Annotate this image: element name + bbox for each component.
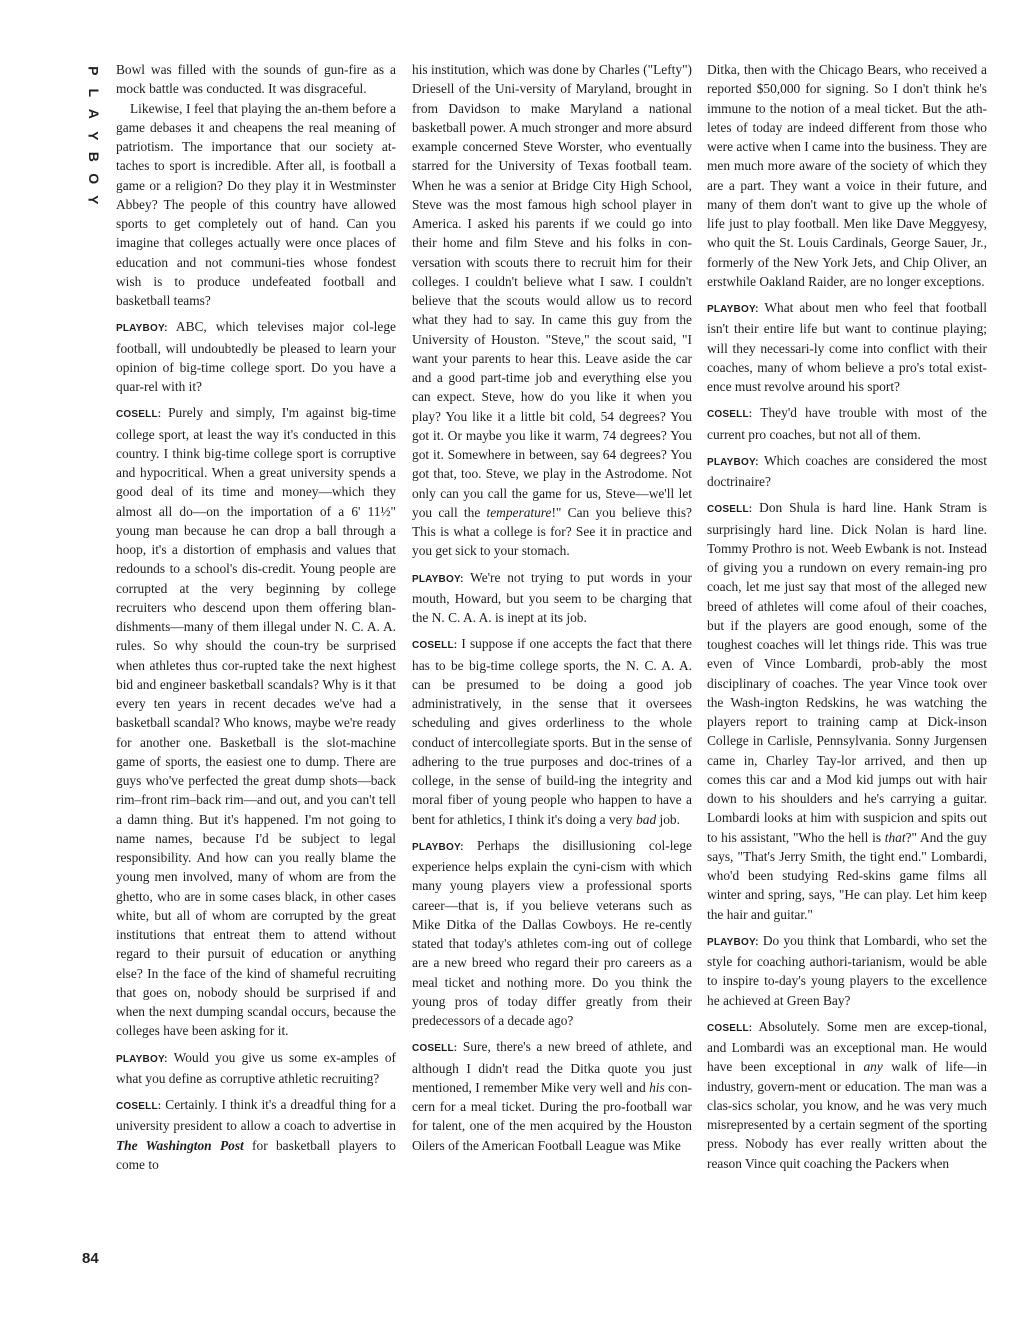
paragraph-text: Likewise, I feel that playing the an-them before a game debases it and cheapens the real meaning of patriotism. The importance that our society at-taches to sport is incredible. After all, is football a game or a religion? Do they play it in Westminster Abbey? The people of this country have allowed sports to get completely out of hand. Can you imagine that colleges actually were once places of education and not communi-ties whose fondest wish is to produce undefeated football and basketball teams?: [116, 100, 396, 308]
paragraph-text: We're not trying to put words in your mouth, Howard, but you seem to be charging that the N. C. A. A. is inept at its job.: [412, 569, 692, 625]
text-column-2: [412, 60, 692, 1272]
speaker-label: PLAYBOY:: [412, 573, 464, 585]
speaker-label: PLAYBOY:: [116, 1053, 168, 1065]
paragraph-text: Certainly. I think it's a dreadful thing for a university president to allow a coach to advertise in: [116, 1097, 396, 1134]
emphasis-text: bad: [636, 811, 657, 827]
paragraph-text: ?" And the guy says, "That's Jerry Smith, the tight end." Lombardi, who'd been studying Red-skins game films all winter and spring, says, "He can play. Let him keep the hair and guitar.": [707, 829, 987, 922]
paragraph-text: Which coaches are considered the most doctrinaire?: [707, 452, 987, 489]
running-head-letter: O: [85, 172, 102, 184]
paragraph-text: Bowl was filled with the sounds of gun-fire as a mock battle was conducted. It was disgraceful.: [116, 62, 396, 97]
interview-paragraph: [707, 298, 987, 396]
emphasis-text: The Washington Post: [116, 1137, 244, 1153]
paragraph-text: con-cern for a meal ticket. During the pro-football war for talent, one of the men acquired by the Houston Oilers of the American Football League was Mike: [412, 1079, 692, 1153]
paragraph-text: !" Can you believe this? This is what a college is for? See it in practice and you get sick to your stomach.: [412, 504, 692, 559]
paragraph-text: Sure, there's a new breed of athlete, and although I didn't read the Ditka quote you just mentioned, I remember Mike very well and: [412, 1039, 692, 1095]
speaker-label: COSELL:: [412, 640, 458, 652]
paragraph-text: Do you think that Lombardi, who set the style for coaching authori-tarianism, would be able to inspire to-day's young players to the excellence he achieved at Green Bay?: [707, 932, 987, 1008]
paragraph-text: Don Shula is hard line. Hank Stram is surprisingly hard line. Dick Nolan is hard line. Tommy Prothro is not. Weeb Ewbank is not. Instead of giving you a rundown on every remain-ing pro coach, let me just say that most of the alleged new breed of athletes will come afoul of their coaches, but if the players are good enough, some of the toughest coaches will let things ride. This was true even of Vince Lombardi, prob-ably the most disciplinary of coaches. The year Vince took over the Wash-ington Redskins, he was watching the players report to training camp at Dick-inson College in Carlisle, Pennsylvania. Sonny Jurgensen came in, Charley Tay-lor arrived, and then up comes this car and a Mod kid jumps out with hair down to his shoulders and he's carrying a guitar. Lombardi looks at him with suspicion and spits out to his assistant, "Who the hell is: [707, 500, 987, 845]
interview-paragraph: [412, 836, 692, 1031]
interview-paragraph: [116, 1095, 396, 1174]
interview-paragraph: [707, 498, 987, 924]
text-column-1: [116, 60, 396, 1272]
running-head-letter: Y: [85, 130, 102, 140]
interview-paragraph: [707, 451, 987, 492]
interview-paragraph: [412, 634, 692, 829]
paragraph-text: his institution, which was done by Charles ("Lefty") Driesell of the Uni-versity of Maryland, brought in from Davidson to make Maryland a national basketball power. A much stronger and more absurd example concerned Steve Worster, who eventually starred for the University of Texas football team. When he was a senior at Bridge City High School, Steve was the most famous high school player in America. I asked his parents if we could go into their home and film Steve and his folks in con-versation with scouts there to recruit him for their colleges. I couldn't believe what I saw. I couldn't believe that the scouts would allow us to record what they had to say. In came this guy from the University of Houston. "Steve," the scout said, "I want your parents to hear this. Leave aside the car and a good part-time job and everything else you can expect. Steve, how do you like it when you play? You like it a little bit cold, 54 degrees? You got it. Or maybe you like it warm, 74 degrees? You got it. Somewhere in between, say 64 degrees? You got that, too. Steve, we play in the Astrodome. Not only can you call the game for us, Steve—we'll let you call the: [412, 62, 692, 520]
continued-paragraph: [707, 60, 987, 291]
continued-paragraph: [116, 99, 396, 311]
running-head-letter: B: [85, 151, 102, 162]
running-head: [78, 60, 102, 211]
paragraph-text: Absolutely. Some men are excep-tional, and Lombardi was an exceptional man. He would have been exceptional in: [707, 1018, 987, 1075]
speaker-label: COSELL:: [707, 409, 753, 421]
running-head-letter: L: [85, 87, 102, 97]
emphasis-text: that: [884, 829, 906, 845]
paragraph-text: They'd have trouble with most of the current pro coaches, but not all of them.: [707, 405, 987, 442]
paragraph-text: Perhaps the disillusioning col-lege experience helps explain the cyni-cism with which many young players view a professional sports career—that is, if you believe veterans such as Mike Ditka of the Dallas Cowboys. He re-cently stated that today's athletes com-ing out of college are a new breed who regard their pro careers as a meal ticket and nothing more. Do you think the young pros of today differ greatly from their predecessors of a decade ago?: [412, 837, 692, 1028]
emphasis-text: any: [863, 1059, 883, 1075]
continued-paragraph: [412, 60, 692, 561]
paragraph-text: Ditka, then with the Chicago Bears, who received a reported $50,000 for signing. So I don't think he's immune to the notion of a meal ticket. But the ath-letes of today are indeed different from those who were active when I came into the business. They are men much more aware of the society of which they are a part. They want a voice in their future, and many of them don't want to give up the whole of life just to play football. Men like Dave Meggyesy, who quit the St. Louis Cardinals, George Sauer, Jr., formerly of the New York Jets, and Chip Oliver, an erstwhile Oakland Raider, are no longer exceptions.: [707, 62, 987, 289]
speaker-label: PLAYBOY:: [116, 323, 168, 335]
speaker-label: COSELL:: [707, 504, 753, 516]
paragraph-text: What about men who feel that football isn't their entire life but want to continue playing; will they necessari-ly come into conflict with their coaches, many of whom believe a pro's total exist-ence must revolve around his sport?: [707, 300, 987, 394]
speaker-label: COSELL:: [116, 409, 162, 421]
interview-paragraph: [412, 568, 692, 628]
speaker-label: PLAYBOY:: [707, 936, 759, 948]
paragraph-text: for basketball players to come to: [116, 1137, 396, 1172]
speaker-label: PLAYBOY:: [707, 456, 759, 468]
speaker-label: COSELL:: [412, 1043, 458, 1055]
running-head-letter: A: [85, 108, 102, 119]
speaker-label: COSELL:: [116, 1101, 162, 1112]
paragraph-text: I suppose if one accepts the fact that there has to be big-time college sports, the N. C. A. A. can be presumed to be doing a good job administratively, in the sense that it oversees scheduling and gives orderliness to the whole conduct of intercollegiate sports. But in the sense of adhering to the true purposes and doc-trines of a college, in the sense of build-ing the integrity and moral fiber of young people who happen to have a bent for athletics, I think it's doing a very: [412, 636, 692, 827]
paragraph-text: walk of life—in industry, govern-ment or education. The man was a clas-sics scholar, you know, and he was very much misrepresented by a certain segment of the sporting press. Nobody has ever really written about the reason Vince quit coaching the Packers when: [707, 1059, 987, 1171]
emphasis-text: temperature: [486, 504, 552, 520]
interview-paragraph: [116, 403, 396, 1040]
paragraph-text: job.: [656, 811, 680, 827]
continued-paragraph: [116, 60, 396, 99]
paragraph-text: Purely and simply, I'm against big-time college sport, at least the way it's conducted in this country. I think big-time college sport is corruptive and hypocritical. When a great university spends a good deal of its time and money—which they almost all do—on the importation of a 6' 11½" young man because he can drop a ball through a hoop, it's a distortion of emphasis and values that redounds to a school's dis-credit. Young people are corrupted at the very beginning by college recruiters who descend upon them offering blan-dishments—many of them illegal under N. C. A. A. rules. So why should the coun-try be surprised when athletes thus cor-rupted take the next highest bid and engineer basketball scandals? Why is it that every ten years in recent decades we've had a basketball scandal? Who knows, maybe we're ready for another one. Basketball is the slot-machine game of sports, the easiest one to dump. There are guys who've perfected the great dump shots—back rim–front rim–back rim—and out, and you can't tell a damn thing. But it's happened. I'm not going to name names, because I'd be subject to legal responsibility. And how can you really blame the young men involved, many of whom are from the ghetto, who are in some cases black, in other cases white, but all of whom are corrupted by the great institutions that entreat them to attend without regard to their pursuit of education or anything else? In the face of the kind of shameful recruiting that goes on, nobody should be surprised if and when the next dumping scandal occurs, because the colleges have been asking for it.: [116, 405, 396, 1039]
emphasis-text: his: [649, 1079, 665, 1095]
paragraph-text: Would you give us some ex-amples of what you define as corruptive athletic recruiting?: [116, 1049, 396, 1086]
page-number: 84: [82, 1250, 99, 1267]
interview-paragraph: [116, 1048, 396, 1089]
interview-paragraph: [707, 931, 987, 1010]
interview-paragraph: [116, 317, 396, 396]
running-head-letter: Y: [85, 195, 102, 205]
speaker-label: PLAYBOY:: [412, 841, 464, 853]
text-column-3: [707, 60, 987, 1272]
speaker-label: PLAYBOY:: [707, 304, 759, 315]
speaker-label: COSELL:: [707, 1022, 753, 1034]
paragraph-text: ABC, which televises major col-lege football, will undoubtedly be pleased to learn your opinion of big-time college sport. Do you have a quar-rel with it?: [116, 319, 396, 394]
running-head-letter: P: [85, 66, 102, 76]
interview-paragraph: [707, 403, 987, 444]
interview-paragraph: [412, 1037, 692, 1155]
interview-paragraph: [707, 1017, 987, 1173]
